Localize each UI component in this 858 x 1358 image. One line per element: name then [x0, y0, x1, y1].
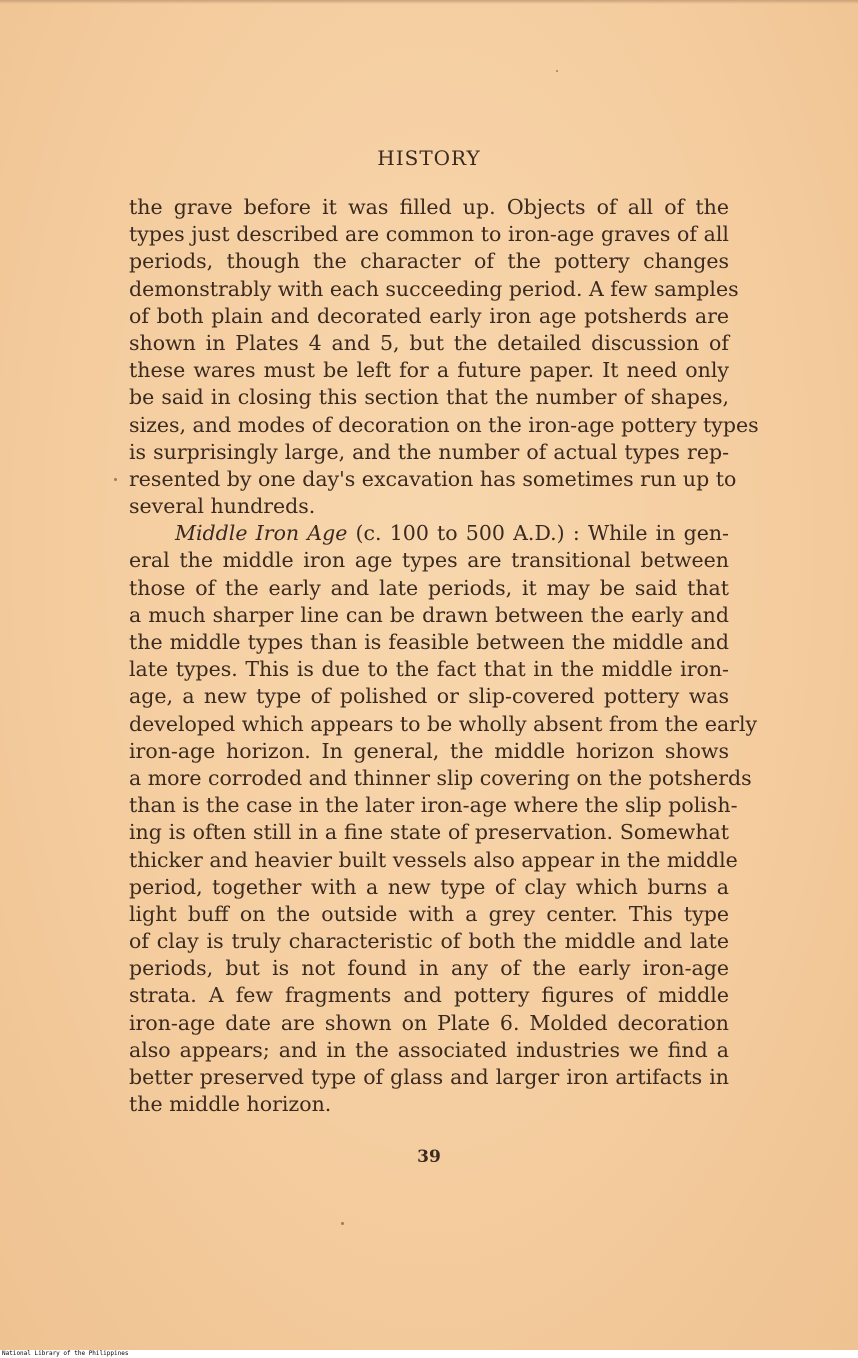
text-line: developed which appears to be wholly absent from the early — [129, 711, 758, 736]
library-credit: National Library of the Philippines — [2, 1350, 129, 1357]
scan-footer-bar — [0, 1350, 858, 1358]
text-line: thicker and heavier built vessels also appear in the middle — [129, 847, 738, 872]
text-line: late types. This is due to the fact that in the middle iron- — [129, 657, 729, 682]
text-line: than is the case in the later iron-age where the slip polish- — [129, 793, 738, 818]
text-line: a more corroded and thinner slip covering on the potsherds — [129, 765, 752, 790]
text-line: of both plain and decorated early iron age potsherds are — [129, 303, 729, 328]
page-number: 39 — [417, 1147, 441, 1167]
text-line: these wares must be left for a future paper. It need only — [129, 358, 729, 383]
text-line: the grave before it was filled up. Objects of all of the — [129, 195, 729, 219]
text-line: several hundreds. — [129, 494, 316, 519]
text-line: period, together with a new type of clay which burns a — [129, 874, 729, 899]
text-line: iron-age date are shown on Plate 6. Molded decoration — [129, 1010, 729, 1035]
text-line: demonstrably with each succeeding period. A few samples — [129, 276, 739, 301]
text-line: age, a new type of polished or slip-covered pottery was — [129, 684, 729, 709]
page-top-edge — [0, 0, 858, 4]
text-line: sizes, and modes of decoration on the iron-age pottery types — [129, 412, 759, 437]
paper-speck — [114, 478, 117, 481]
text-line: better preserved type of glass and larger iron artifacts in — [129, 1065, 729, 1089]
text-line: periods, but is not found in any of the early iron-age — [129, 956, 729, 981]
text-line: the middle types than is feasible between the middle and — [129, 630, 729, 654]
text-line: light buff on the outside with a grey center. This type — [129, 901, 729, 926]
text-line: those of the early and late periods, it may be said that — [129, 575, 729, 600]
text-line: also appears; and in the associated industries we find a — [129, 1037, 729, 1062]
paper-speck — [556, 70, 558, 72]
text-line: types just described are common to iron-age graves of all — [129, 222, 729, 247]
text-line: a much sharper line can be drawn between the early and — [129, 602, 729, 627]
section-first-line-rest: (c. 100 to 500 A.D.) : While in gen- — [355, 521, 729, 546]
text-line: ing is often still in a fine state of preservation. Somewhat — [129, 820, 729, 845]
text-line: is surprisingly large, and the number of actual types rep- — [129, 439, 729, 464]
paper-speck — [341, 1222, 344, 1225]
text-line: strata. A few fragments and pottery figures of middle — [129, 983, 729, 1008]
text-line: the middle horizon. — [129, 1092, 332, 1117]
text-line: resented by one day's excavation has sometimes run up to — [129, 466, 737, 491]
body-text — [129, 194, 759, 1118]
section-first-line — [129, 520, 729, 547]
text-line: eral the middle iron age types are transitional between — [129, 548, 729, 573]
text-line: periods, though the character of the pottery changes — [129, 249, 729, 274]
text-line: shown in Plates 4 and 5, but the detailed discussion of — [129, 330, 729, 355]
section-heading: Middle Iron Age — [175, 521, 348, 546]
text-line: be said in closing this section that the number of shapes, — [129, 385, 729, 410]
running-head: HISTORY — [377, 146, 481, 170]
text-line: iron-age horizon. In general, the middle horizon shows — [129, 738, 729, 763]
text-line: of clay is truly characteristic of both the middle and late — [129, 929, 729, 954]
